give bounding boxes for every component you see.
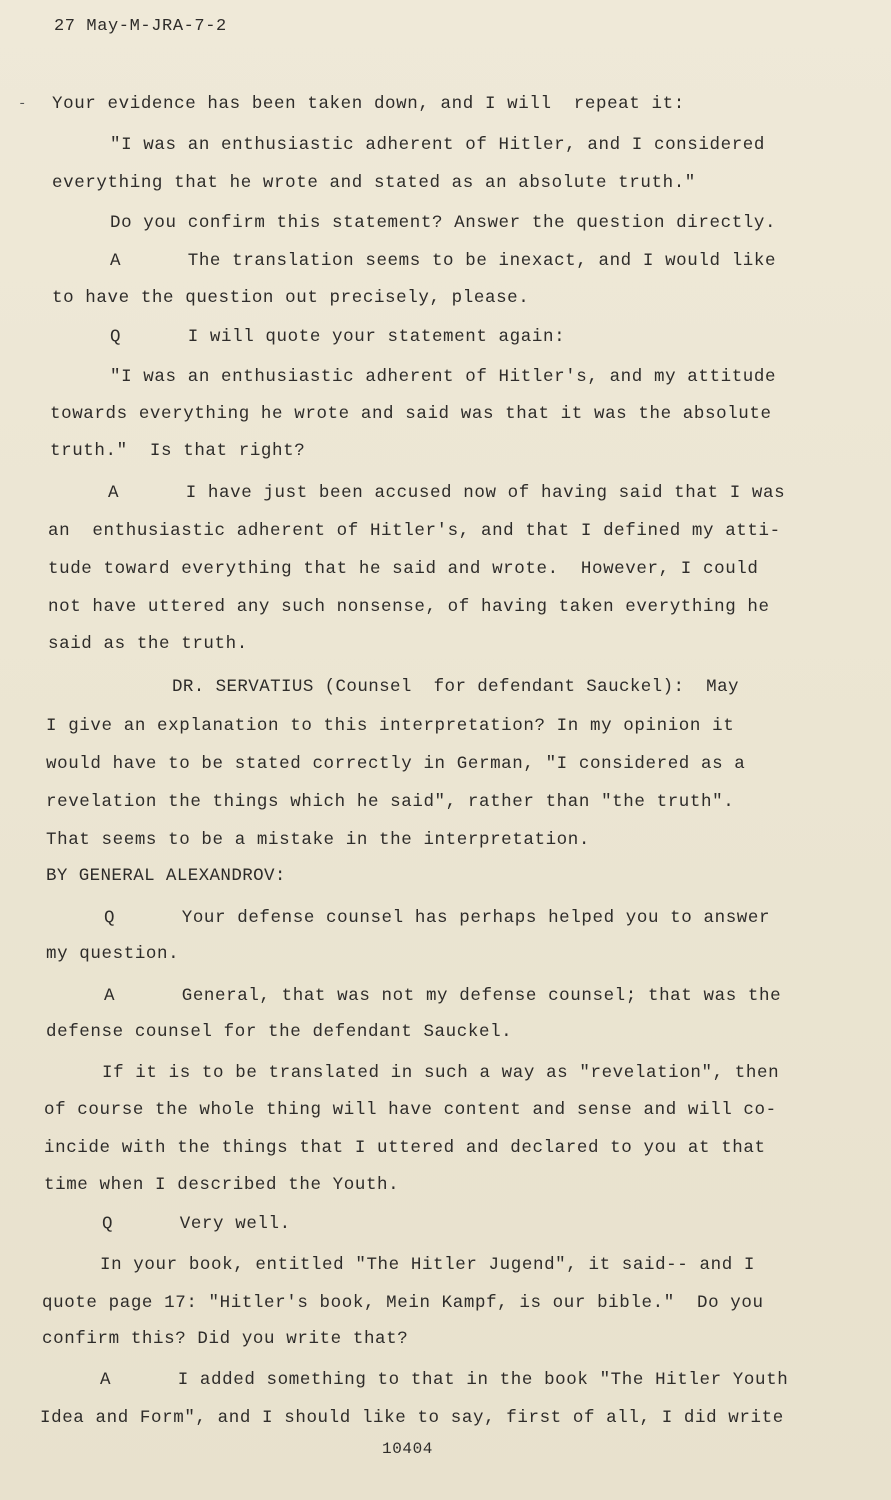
text-line: confirm this? Did you write that? (42, 1329, 409, 1349)
page-number: 10404 (382, 1440, 434, 1458)
text-line: tude toward everything that he said and wrote. However, I could (48, 559, 759, 579)
text-line: said as the truth. (48, 634, 248, 654)
text-line: an enthusiastic adherent of Hitler's, and that I defined my atti- (48, 521, 781, 541)
text-line: If it is to be translated in such a way as "revelation", then (102, 1063, 780, 1083)
text-line: towards everything he wrote and said was that it was the absolute (50, 404, 772, 424)
text-line: everything that he wrote and stated as an absolute truth." (52, 173, 696, 193)
speaker-line: DR. SERVATIUS (Counsel for defendant Sauckel): May (172, 677, 739, 697)
text-line: Q I will quote your statement again: (110, 327, 566, 347)
text-line: revelation the things which he said", rather than "the truth". (46, 792, 735, 812)
text-line: to have the question out precisely, please. (52, 288, 530, 308)
text-line: I give an explanation to this interpretation? In my opinion it (46, 716, 735, 736)
text-line: would have to be stated correctly in German, "I considered as a (46, 754, 746, 774)
text-line: A The translation seems to be inexact, and I would like (110, 251, 777, 271)
text-line: truth." Is that right? (50, 441, 306, 461)
text-line: my question. (46, 944, 180, 964)
text-line: incide with the things that I uttered and declared to you at that (44, 1138, 766, 1158)
text-line: Idea and Form", and I should like to say, first of all, I did write (40, 1408, 784, 1428)
document-reference: 27 May-M-JRA-7-2 (54, 17, 227, 36)
text-line: Do you confirm this statement? Answer the question directly. (110, 213, 777, 233)
text-line: A I have just been accused now of having said that I was (108, 483, 786, 503)
text-line: quote page 17: "Hitler's book, Mein Kampf, is our bible." Do you (42, 1293, 764, 1313)
text-line: of course the whole thing will have content and sense and will co- (44, 1100, 777, 1120)
text-line: That seems to be a mistake in the interpretation. (46, 830, 590, 850)
text-line: Q Your defense counsel has perhaps helped you to answer (104, 908, 771, 928)
text-line: "I was an enthusiastic adherent of Hitler's, and my attitude (110, 367, 777, 387)
text-line: A I added something to that in the book "The Hitler Youth (100, 1370, 789, 1390)
byline: BY GENERAL ALEXANDROV: (46, 866, 286, 886)
text-line: defense counsel for the defendant Sauckel. (46, 1022, 513, 1042)
margin-mark: - (18, 96, 27, 112)
text-line: A General, that was not my defense counsel; that was the (104, 986, 782, 1006)
text-line: not have uttered any such nonsense, of having taken everything he (48, 597, 770, 617)
text-line: Q Very well. (102, 1214, 291, 1234)
text-line: Your evidence has been taken down, and I will repeat it: (52, 94, 685, 114)
text-line: "I was an enthusiastic adherent of Hitler, and I considered (110, 135, 766, 155)
text-line: time when I described the Youth. (44, 1175, 400, 1195)
text-line: In your book, entitled "The Hitler Jugend", it said-- and I (100, 1255, 756, 1275)
